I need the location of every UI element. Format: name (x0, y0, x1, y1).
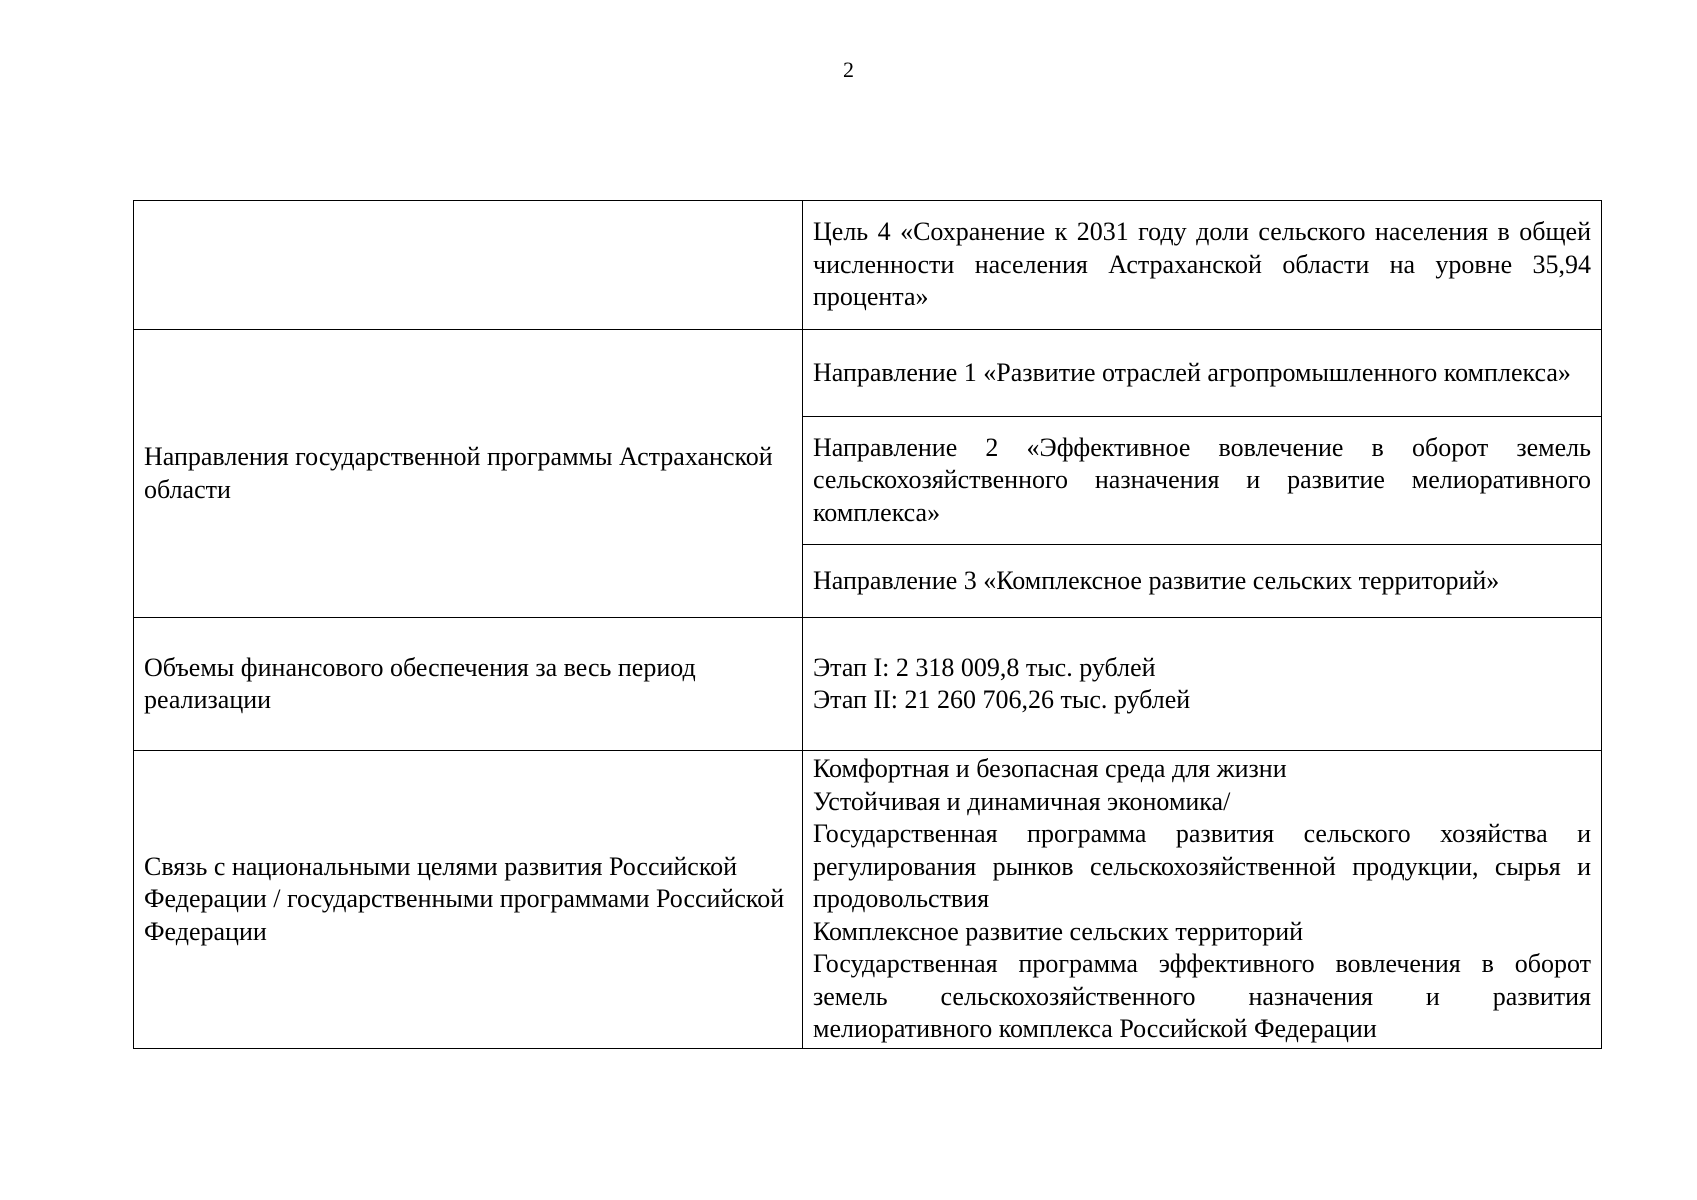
table-row-financing (134, 618, 1602, 751)
goal-value-cell: Цель 4 «Сохранение к 2031 году доли сельского населения в общей численности населения Астраханской области на уровне 35,94 процента» (803, 201, 1602, 330)
goal-label-cell (134, 201, 803, 330)
table-row-directions (134, 330, 1602, 417)
national-goal-line-4: Комплексное развитие сельских территорий (813, 916, 1304, 946)
financing-stage-1: Этап I: 2 318 009,8 тыс. рублей (813, 652, 1156, 682)
table-row-goal (134, 201, 1602, 330)
direction-2-cell: Направление 2 «Эффективное вовлечение в оборот земель сельскохозяйственного назначения и развитие мелиоративного комплекса» (803, 417, 1602, 545)
direction-1-cell: Направление 1 «Развитие отраслей агропромышленного комплекса» (803, 330, 1602, 417)
direction-3-cell: Направление 3 «Комплексное развитие сельских территорий» (803, 545, 1602, 618)
national-goal-line-5: Государственная программа эффективного вовлечения в оборот земель сельскохозяйственного назначения и развития мелиоративного комплекса Российской Федерации (813, 949, 1591, 1044)
financing-stage-2: Этап II: 21 260 706,26 тыс. рублей (813, 685, 1191, 714)
directions-label-cell: Направления государственной программы Астраханской области (134, 330, 803, 618)
page-number: 2 (843, 57, 854, 82)
national-goals-label-cell: Связь с национальными целями развития Российской Федерации / государственными программами Российской Федерации (134, 751, 803, 1049)
national-goals-value-cell (803, 751, 1602, 1049)
national-goal-line-2: Устойчивая и динамичная экономика/ (813, 786, 1231, 816)
financing-value-cell (803, 618, 1602, 751)
financing-label-cell: Объемы финансового обеспечения за весь период реализации (134, 618, 803, 751)
program-passport-table (133, 200, 1602, 1049)
table-row-national-goals (134, 751, 1602, 1049)
national-goal-line-1: Комфортная и безопасная среда для жизни (813, 754, 1287, 784)
national-goal-line-3: Государственная программа развития сельского хозяйства и регулирования рынков сельскохозяйственной продукции, сырья и продовольствия (813, 819, 1591, 914)
